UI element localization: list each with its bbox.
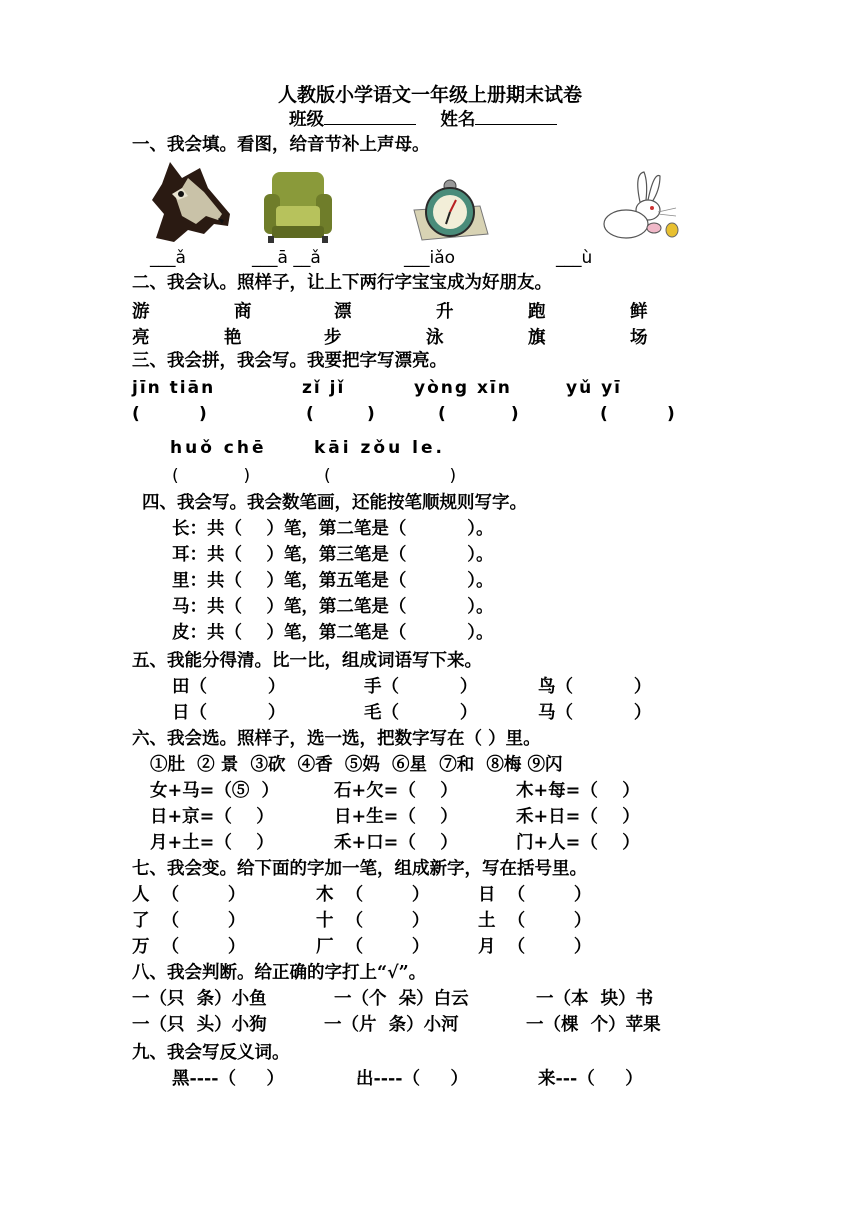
section-7-heading: 七、我会变。给下面的字加一笔，组成新字，写在括号里。 bbox=[132, 859, 587, 879]
pinyin-4: yǔ yī bbox=[566, 378, 623, 398]
rabbit-picture bbox=[596, 168, 686, 244]
answer-rabbit[interactable]: ___ù bbox=[556, 248, 593, 268]
section-8-heading: 八、我会判断。给正确的字打上“√”。 bbox=[132, 963, 427, 983]
addstroke-7[interactable]: 万 （ ） bbox=[132, 937, 246, 957]
combine-9[interactable]: 门+人=（ ） bbox=[516, 833, 640, 853]
name-blank[interactable] bbox=[475, 107, 557, 125]
stroke-row-4[interactable]: 马：共（ ）笔，第二笔是（ ）。 bbox=[172, 597, 494, 617]
judge-6[interactable]: 一（棵 个）苹果 bbox=[526, 1015, 661, 1035]
pinyin-2: zǐ jǐ bbox=[302, 378, 346, 398]
word-5[interactable]: 毛（ ） bbox=[364, 703, 478, 723]
paren-6[interactable]: ( ) bbox=[324, 466, 457, 486]
char-top-5[interactable]: 跑 bbox=[528, 302, 546, 322]
name-label: 姓名 bbox=[440, 110, 476, 130]
section-5-heading: 五、我能分得清。比一比，组成词语写下来。 bbox=[132, 651, 482, 671]
horse-picture bbox=[148, 158, 236, 244]
pinyin-5: huǒ chē bbox=[170, 438, 267, 458]
char-bottom-6[interactable]: 场 bbox=[630, 328, 648, 348]
class-label: 班级 bbox=[289, 110, 324, 130]
paren-5[interactable]: ( ) bbox=[172, 466, 251, 486]
pinyin-6: kāi zǒu le. bbox=[314, 438, 445, 458]
combine-8[interactable]: 禾+日=（ ） bbox=[516, 807, 640, 827]
paren-4[interactable]: ( ) bbox=[600, 404, 675, 424]
addstroke-3[interactable]: 日 （ ） bbox=[478, 885, 592, 905]
addstroke-2[interactable]: 木 （ ） bbox=[316, 885, 430, 905]
char-bottom-3[interactable]: 步 bbox=[324, 328, 342, 348]
stroke-row-5[interactable]: 皮：共（ ）笔，第二笔是（ ）。 bbox=[172, 623, 494, 643]
paren-1[interactable]: ( ) bbox=[132, 404, 207, 424]
section-9-heading: 九、我会写反义词。 bbox=[132, 1043, 290, 1063]
combine-7[interactable]: 木+每=（ ） bbox=[516, 781, 640, 801]
pinyin-3: yòng xīn bbox=[414, 378, 512, 398]
answer-clock[interactable]: ___iǎo bbox=[404, 248, 456, 268]
addstroke-1[interactable]: 人 （ ） bbox=[132, 885, 246, 905]
sofa-picture bbox=[262, 168, 334, 244]
addstroke-4[interactable]: 了 （ ） bbox=[132, 911, 246, 931]
combine-3[interactable]: 月+土=（ ） bbox=[150, 833, 274, 853]
stroke-row-2[interactable]: 耳：共（ ）笔，第三笔是（ ）。 bbox=[172, 545, 494, 565]
combine-1[interactable]: 女+马=（⑤ ） bbox=[150, 781, 280, 801]
char-bottom-1[interactable]: 亮 bbox=[132, 328, 150, 348]
antonym-2[interactable]: 出----（ ） bbox=[356, 1069, 469, 1089]
stroke-row-3[interactable]: 里：共（ ）笔，第五笔是（ ）。 bbox=[172, 571, 494, 591]
char-top-3[interactable]: 漂 bbox=[334, 302, 352, 322]
char-bottom-2[interactable]: 艳 bbox=[224, 328, 242, 348]
char-top-4[interactable]: 升 bbox=[436, 302, 454, 322]
paren-3[interactable]: ( ) bbox=[438, 404, 519, 424]
word-4[interactable]: 日（ ） bbox=[172, 703, 286, 723]
judge-3[interactable]: 一（本 块）书 bbox=[536, 989, 654, 1009]
char-top-2[interactable]: 商 bbox=[234, 302, 252, 322]
judge-1[interactable]: 一（只 条）小鱼 bbox=[132, 989, 267, 1009]
option-list: ①肚 ② 景 ③砍 ④香 ⑤妈 ⑥星 ⑦和 ⑧梅 ⑨闪 bbox=[150, 755, 563, 775]
combine-6[interactable]: 禾+口=（ ） bbox=[334, 833, 458, 853]
word-3[interactable]: 鸟（ ） bbox=[538, 677, 652, 697]
addstroke-9[interactable]: 月 （ ） bbox=[478, 937, 592, 957]
addstroke-6[interactable]: 土 （ ） bbox=[478, 911, 592, 931]
word-1[interactable]: 田（ ） bbox=[172, 677, 286, 697]
char-top-1[interactable]: 游 bbox=[132, 302, 150, 322]
section-6-heading: 六、我会选。照样子，选一选，把数字写在（ ）里。 bbox=[132, 729, 541, 749]
judge-2[interactable]: 一（个 朵）白云 bbox=[334, 989, 469, 1009]
combine-5[interactable]: 日+生=（ ） bbox=[334, 807, 458, 827]
antonym-3[interactable]: 来---（ ） bbox=[538, 1069, 643, 1089]
clock-picture bbox=[410, 176, 490, 244]
combine-2[interactable]: 日+京=（ ） bbox=[150, 807, 274, 827]
stroke-row-1[interactable]: 长：共（ ）笔，第二笔是（ ）。 bbox=[172, 519, 494, 539]
section-4-heading: 四、我会写。我会数笔画，还能按笔顺规则写字。 bbox=[142, 493, 527, 513]
antonym-1[interactable]: 黑----（ ） bbox=[172, 1069, 285, 1089]
combine-4[interactable]: 石+欠=（ ） bbox=[334, 781, 458, 801]
class-blank[interactable] bbox=[324, 107, 416, 125]
char-bottom-5[interactable]: 旗 bbox=[528, 328, 546, 348]
section-1-heading: 一、我会填。看图，给音节补上声母。 bbox=[132, 135, 430, 155]
judge-4[interactable]: 一（只 头）小狗 bbox=[132, 1015, 267, 1035]
name-class-row bbox=[289, 106, 557, 131]
paren-2[interactable]: ( ) bbox=[306, 404, 375, 424]
pinyin-1: jīn tiān bbox=[132, 378, 216, 398]
char-bottom-4[interactable]: 泳 bbox=[426, 328, 444, 348]
answer-sofa[interactable]: ___ā __ǎ bbox=[252, 248, 321, 268]
page-title: 人教版小学语文一年级上册期末试卷 bbox=[277, 84, 582, 106]
word-2[interactable]: 手（ ） bbox=[364, 677, 478, 697]
judge-5[interactable]: 一（片 条）小河 bbox=[324, 1015, 459, 1035]
section-2-heading: 二、我会认。照样子，让上下两行字宝宝成为好朋友。 bbox=[132, 273, 552, 293]
section-3-heading: 三、我会拼，我会写。我要把字写漂亮。 bbox=[132, 351, 447, 371]
addstroke-5[interactable]: 十 （ ） bbox=[316, 911, 430, 931]
answer-horse[interactable]: ___ǎ bbox=[150, 248, 186, 268]
addstroke-8[interactable]: 厂 （ ） bbox=[316, 937, 430, 957]
word-6[interactable]: 马（ ） bbox=[538, 703, 652, 723]
char-top-6[interactable]: 鲜 bbox=[630, 302, 648, 322]
